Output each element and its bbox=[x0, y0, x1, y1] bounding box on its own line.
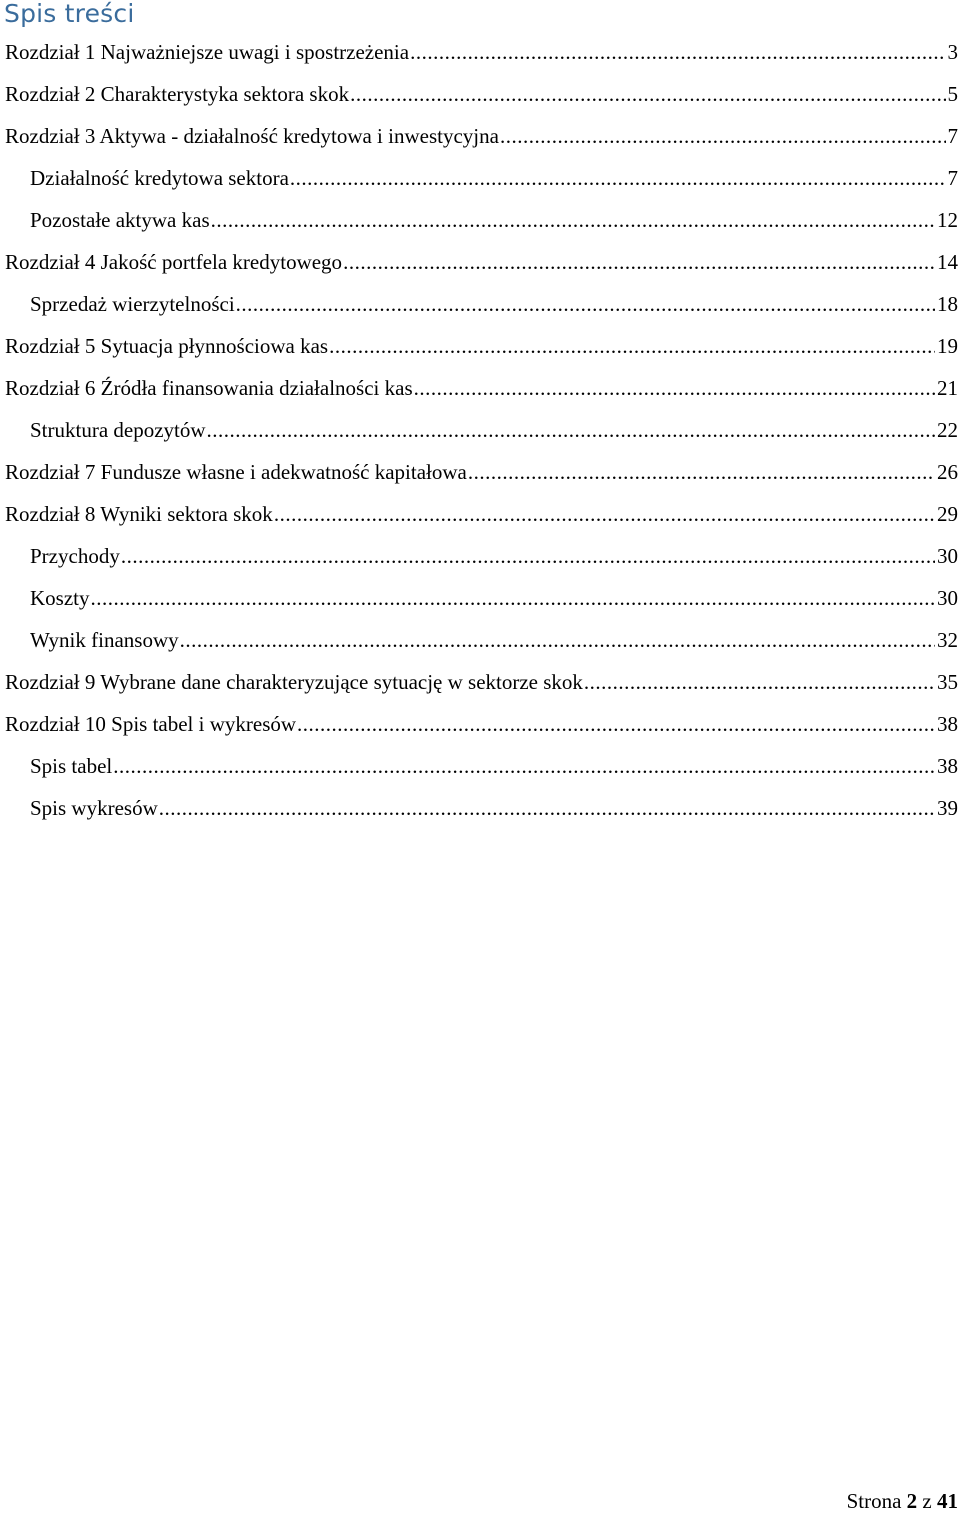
toc-entry[interactable] bbox=[0, 577, 960, 619]
toc-entry-page-number: 38 bbox=[937, 754, 958, 778]
toc-entry-title: Rozdział 1 Najważniejsze uwagi i spostrzeżenia bbox=[5, 40, 410, 64]
toc-dot-leader bbox=[113, 745, 935, 787]
toc-entry[interactable] bbox=[0, 661, 960, 703]
toc-dot-leader bbox=[274, 493, 935, 535]
toc-entry[interactable] bbox=[0, 409, 960, 451]
toc-dot-leader bbox=[500, 115, 946, 157]
toc-entry-title: Rozdział 3 Aktywa - działalność kredytowa i inwestycyjna bbox=[5, 124, 499, 148]
toc-entry-title: Pozostałe aktywa kas bbox=[30, 208, 210, 232]
toc-entry-page-number: 5 bbox=[947, 82, 958, 106]
toc-entry-page-number: 7 bbox=[947, 166, 958, 190]
toc-entry-page-number: 22 bbox=[937, 418, 958, 442]
toc-dot-leader bbox=[350, 73, 945, 115]
toc-entry-title: Rozdział 2 Charakterystyka sektora skok bbox=[5, 82, 350, 106]
toc-entry[interactable] bbox=[0, 325, 960, 367]
toc-dot-leader bbox=[584, 661, 935, 703]
toc-entry-page-number: 3 bbox=[947, 40, 958, 64]
toc-entry[interactable] bbox=[0, 451, 960, 493]
toc-entry[interactable] bbox=[0, 31, 960, 73]
toc-entry[interactable] bbox=[0, 115, 960, 157]
footer-prefix: Strona bbox=[846, 1489, 902, 1513]
toc-entry-title: Przychody bbox=[30, 544, 120, 568]
toc-dot-leader bbox=[343, 241, 935, 283]
toc-entry-title: Działalność kredytowa sektora bbox=[30, 166, 289, 190]
toc-entry-page-number: 21 bbox=[937, 376, 958, 400]
toc-dot-leader bbox=[211, 199, 935, 241]
toc-dot-leader bbox=[329, 325, 935, 367]
toc-dot-leader bbox=[297, 703, 935, 745]
toc-entry-page-number: 39 bbox=[937, 796, 958, 820]
toc-entry-title: Sprzedaż wierzytelności bbox=[30, 292, 235, 316]
page-title: Spis treści bbox=[4, 0, 135, 28]
toc-entry[interactable] bbox=[0, 241, 960, 283]
toc-entry[interactable] bbox=[0, 199, 960, 241]
toc-dot-leader bbox=[91, 577, 936, 619]
toc-entry-title: Wynik finansowy bbox=[30, 628, 179, 652]
toc-entry-title: Koszty bbox=[30, 586, 90, 610]
toc-entry[interactable] bbox=[0, 619, 960, 661]
toc-entry-page-number: 30 bbox=[937, 544, 958, 568]
footer-current-page: 2 bbox=[906, 1489, 918, 1513]
table-of-contents bbox=[0, 31, 960, 829]
toc-entry-page-number: 14 bbox=[937, 250, 958, 274]
toc-dot-leader bbox=[236, 283, 935, 325]
toc-entry-title: Rozdział 6 Źródła finansowania działalności kas bbox=[5, 376, 413, 400]
toc-entry-title: Rozdział 7 Fundusze własne i adekwatność kapitałowa bbox=[5, 460, 467, 484]
toc-entry-title: Struktura depozytów bbox=[30, 418, 206, 442]
toc-dot-leader bbox=[121, 535, 935, 577]
toc-entry[interactable] bbox=[0, 535, 960, 577]
toc-dot-leader bbox=[290, 157, 946, 199]
toc-entry-title: Rozdział 10 Spis tabel i wykresów bbox=[5, 712, 297, 736]
footer-separator: z bbox=[922, 1489, 932, 1513]
toc-entry-page-number: 35 bbox=[937, 670, 958, 694]
toc-dot-leader bbox=[468, 451, 935, 493]
toc-entry[interactable] bbox=[0, 367, 960, 409]
toc-entry-title: Spis tabel bbox=[30, 754, 113, 778]
toc-dot-leader bbox=[414, 367, 935, 409]
toc-entry-title: Rozdział 5 Sytuacja płynnościowa kas bbox=[5, 334, 329, 358]
footer-total-pages: 41 bbox=[937, 1489, 958, 1513]
toc-entry-page-number: 26 bbox=[937, 460, 958, 484]
toc-entry-page-number: 29 bbox=[937, 502, 958, 526]
toc-entry-page-number: 7 bbox=[947, 124, 958, 148]
toc-entry-page-number: 18 bbox=[937, 292, 958, 316]
toc-dot-leader bbox=[410, 31, 945, 73]
toc-entry[interactable] bbox=[0, 745, 960, 787]
page-footer bbox=[847, 1488, 958, 1514]
toc-entry[interactable] bbox=[0, 703, 960, 745]
toc-entry-page-number: 19 bbox=[937, 334, 958, 358]
toc-entry-title: Spis wykresów bbox=[30, 796, 158, 820]
toc-entry-page-number: 12 bbox=[937, 208, 958, 232]
toc-entry[interactable] bbox=[0, 283, 960, 325]
toc-entry-page-number: 32 bbox=[937, 628, 958, 652]
toc-entry[interactable] bbox=[0, 787, 960, 829]
toc-entry-title: Rozdział 8 Wyniki sektora skok bbox=[5, 502, 273, 526]
toc-entry-page-number: 30 bbox=[937, 586, 958, 610]
toc-entry-title: Rozdział 9 Wybrane dane charakteryzujące sytuację w sektorze skok bbox=[5, 670, 583, 694]
toc-dot-leader bbox=[159, 787, 935, 829]
toc-entry[interactable] bbox=[0, 493, 960, 535]
toc-entry[interactable] bbox=[0, 73, 960, 115]
toc-dot-leader bbox=[207, 409, 935, 451]
toc-entry-page-number: 38 bbox=[937, 712, 958, 736]
toc-entry[interactable] bbox=[0, 157, 960, 199]
toc-entry-title: Rozdział 4 Jakość portfela kredytowego bbox=[5, 250, 343, 274]
toc-dot-leader bbox=[180, 619, 935, 661]
